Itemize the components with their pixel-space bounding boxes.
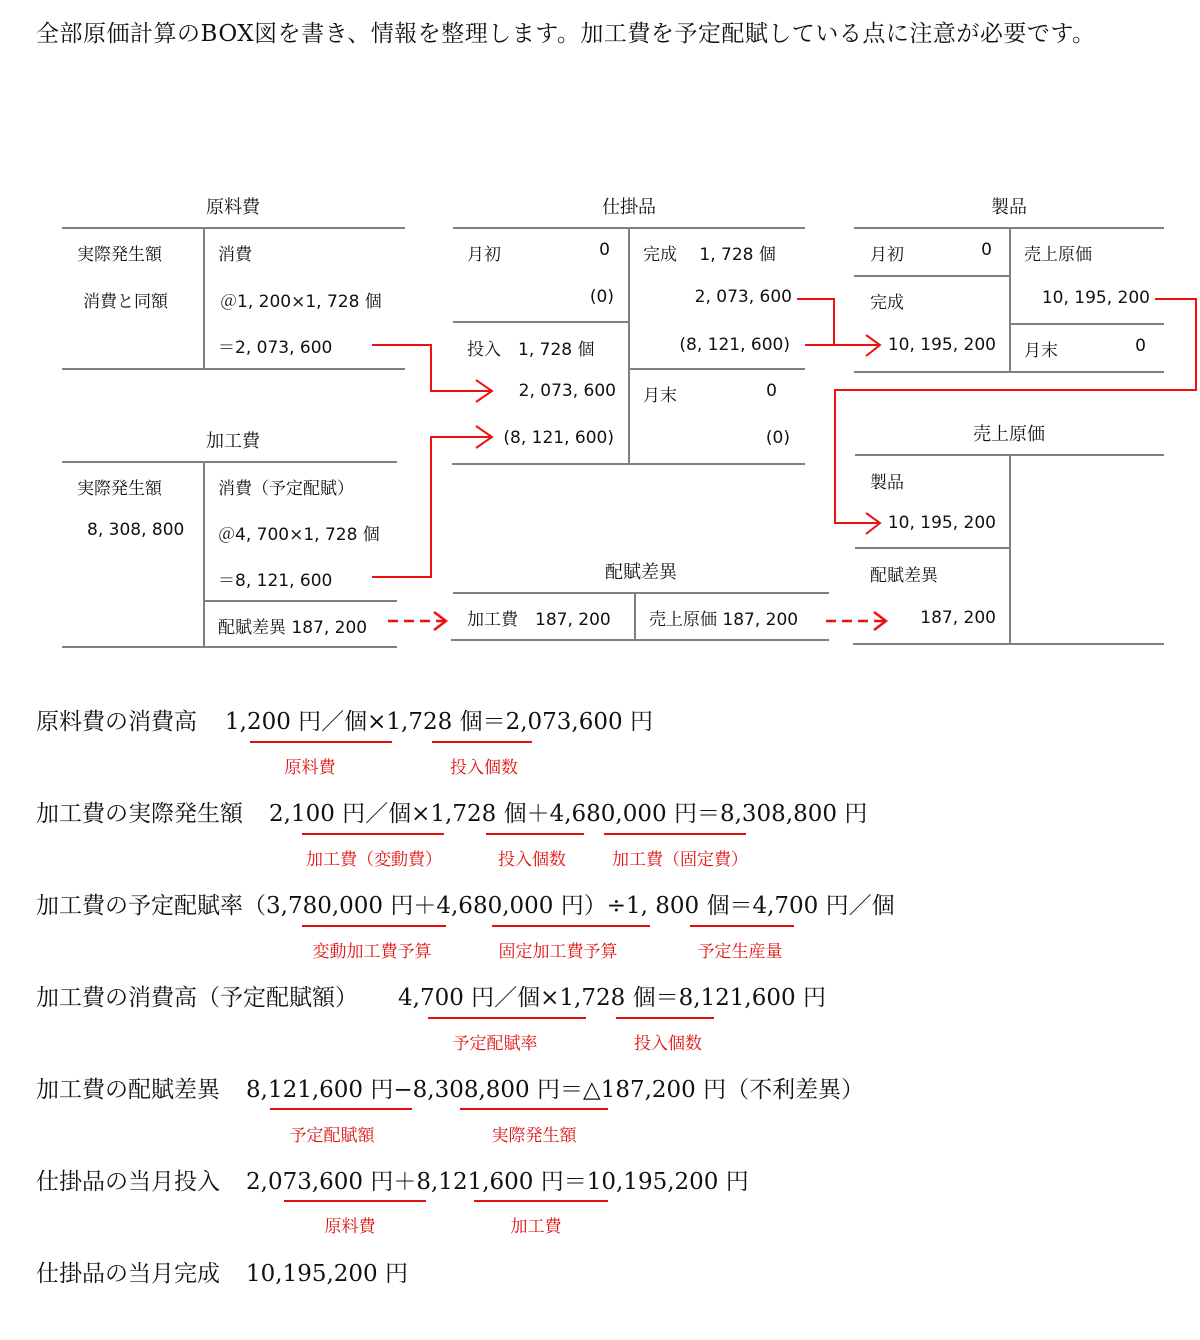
finished-bottom-rule (854, 371, 1164, 373)
finished-end-label: 月末 (1024, 341, 1058, 361)
calc-note: 原料費 (284, 758, 336, 778)
calc-note: 原料費 (324, 1217, 376, 1237)
wip-complete-rule (628, 368, 805, 370)
variance-title: 配賦差異 (605, 562, 677, 583)
materials-left-value: 消費と同額 (83, 292, 168, 312)
cogs-finished-value: 10, 195, 200 (887, 513, 996, 533)
calc-note: 変動加工費予算 (312, 942, 432, 962)
calc-label: 加工費の実際発生額 (36, 801, 243, 827)
wip-input-conv: (8, 121, 600) (503, 428, 614, 448)
underline (486, 833, 584, 835)
arrow-wip-to-finished-a (797, 299, 834, 345)
materials-center-rule (203, 227, 205, 370)
calc-label: 加工費の予定配賦率 (36, 893, 243, 919)
variance-center-rule (634, 592, 636, 640)
arrowhead-icon (866, 335, 880, 356)
calc-label: 仕掛品の当月完成 (36, 1261, 220, 1287)
cogs-bottom-rule (853, 643, 1164, 645)
wip-input-label: 投入 1, 728 個 (467, 340, 595, 360)
wip-complete-material: 2, 073, 600 (694, 287, 792, 307)
calc-expr: 4,700 円／個×1,728 個＝8,121,600 円 (398, 985, 826, 1011)
calc-label: 加工費の配賦差異 (36, 1077, 220, 1103)
conversion-right-formula: ＠4, 700×1, 728 個 (218, 525, 380, 545)
calc-row (36, 979, 826, 1012)
finished-end-value: 0 (1135, 336, 1146, 356)
calc-expr: 10,195,200 円 (246, 1261, 408, 1287)
variance-right: 売上原価 187, 200 (649, 610, 799, 630)
underline (428, 1017, 586, 1019)
calc-note: 予定配賦額 (289, 1126, 375, 1146)
wip-center-rule (628, 227, 630, 465)
wip-end-label: 月末 (643, 386, 677, 406)
materials-top-rule (62, 227, 405, 229)
wip-complete-label: 完成 1, 728 個 (643, 245, 776, 265)
finished-begin-rule (854, 275, 1010, 277)
cogs-title: 売上原価 (973, 424, 1045, 445)
intro-paragraph: 全部原価計算のBOX図を書き、情報を整理します。加工費を予定配賦している点に注意が必要です。 (36, 21, 1096, 47)
cogs-center-rule (1009, 454, 1011, 644)
finished-title: 製品 (991, 197, 1027, 218)
calc-label: 原料費の消費高 (36, 709, 197, 735)
wip-complete-conv: (8, 121, 600) (679, 335, 790, 355)
wip-end-value: 0 (766, 381, 777, 401)
underline (460, 1108, 608, 1110)
finished-cogs-label: 売上原価 (1024, 245, 1092, 265)
materials-right-header: 消費 (218, 245, 252, 265)
calc-note: 実際発生額 (491, 1126, 577, 1146)
underline (302, 833, 444, 835)
calc-label: 加工費の消費高（予定配賦額） (36, 985, 358, 1011)
materials-bottom-rule (62, 368, 405, 370)
variance-bottom-rule (451, 639, 829, 641)
underline (270, 1108, 412, 1110)
arrowhead-icon (866, 513, 880, 534)
wip-title: 仕掛品 (602, 197, 656, 218)
conversion-bottom-rule (62, 646, 397, 648)
wip-bottom-rule (452, 463, 805, 465)
calc-row (36, 795, 867, 828)
calc-note: 加工費（固定費） (612, 850, 748, 870)
calc-expr: （3,780,000 円＋4,680,000 円）÷1, 800 個＝4,700 円／個 (243, 893, 895, 919)
arrowhead-icon (476, 426, 492, 448)
arrowhead-icon (476, 380, 492, 402)
underline (250, 741, 392, 743)
calc-row (36, 1163, 749, 1196)
cogs-mid-rule (855, 547, 1010, 549)
calc-note: 加工費（変動費） (306, 850, 442, 870)
conversion-center-rule (203, 461, 205, 648)
calc-note: 投入個数 (634, 1034, 702, 1054)
underline (302, 925, 446, 927)
calc-note: 予定配賦率 (452, 1034, 538, 1054)
wip-begin-rule (453, 321, 629, 323)
calc-note: 固定加工費予算 (498, 942, 618, 962)
wip-input-material: 2, 073, 600 (518, 381, 616, 401)
calc-expr: 2,073,600 円＋8,121,600 円＝10,195,200 円 (246, 1169, 749, 1195)
calc-expr: 2,100 円／個×1,728 個＋4,680,000 円＝8,308,800 円 (269, 801, 868, 827)
wip-end-conv: (0) (765, 428, 790, 448)
variance-left: 加工費 187, 200 (467, 610, 611, 630)
underline (474, 1200, 608, 1202)
cogs-finished-label: 製品 (870, 473, 904, 493)
conversion-left-header: 実際発生額 (77, 479, 162, 499)
materials-left-header: 実際発生額 (77, 245, 162, 265)
conversion-title: 加工費 (206, 431, 260, 452)
calc-note: 加工費 (510, 1217, 562, 1237)
calc-row (36, 1255, 408, 1288)
finished-begin-value: 0 (981, 240, 992, 260)
conversion-right-result: ＝8, 121, 600 (218, 571, 333, 591)
arrowhead-icon (434, 612, 446, 630)
finished-complete-label: 完成 (870, 293, 904, 313)
materials-right-formula: ＠1, 200×1, 728 個 (220, 292, 382, 312)
underline (616, 1017, 714, 1019)
underline (284, 1200, 426, 1202)
calc-note: 投入個数 (498, 850, 566, 870)
finished-center-rule (1009, 227, 1011, 373)
calc-row (36, 887, 895, 920)
underline (492, 925, 650, 927)
materials-right-result: ＝2, 073, 600 (218, 338, 333, 358)
materials-title: 原料費 (206, 197, 260, 218)
calc-expr: 8,121,600 円−8,308,800 円＝△187,200 円（不利差異） (246, 1077, 865, 1103)
conversion-left-value: 8, 308, 800 (87, 520, 185, 540)
conversion-variance-rule (203, 600, 397, 602)
finished-complete-value: 10, 195, 200 (887, 335, 996, 355)
variance-top-rule (453, 592, 829, 594)
calc-row (36, 703, 653, 736)
calc-expr: 1,200 円／個×1,728 個＝2,073,600 円 (225, 709, 653, 735)
wip-begin-conv: (0) (589, 287, 614, 307)
calc-label: 仕掛品の当月投入 (36, 1169, 220, 1195)
underline (432, 741, 532, 743)
conversion-right-header: 消費（予定配賦） (218, 479, 354, 499)
wip-begin-label: 月初 (467, 245, 501, 265)
finished-begin-label: 月初 (870, 245, 904, 265)
conversion-variance: 配賦差異 187, 200 (218, 618, 368, 638)
wip-begin-value: 0 (599, 240, 610, 260)
cogs-variance-value: 187, 200 (920, 608, 996, 628)
conversion-top-rule (62, 461, 397, 463)
cogs-variance-label: 配賦差異 (870, 566, 938, 586)
calc-row (36, 1071, 864, 1104)
calc-note: 投入個数 (450, 758, 518, 778)
underline (690, 925, 794, 927)
finished-cogs-value: 10, 195, 200 (1041, 288, 1150, 308)
finished-cogs-rule (1009, 323, 1164, 325)
calc-note: 予定生産量 (697, 942, 783, 962)
arrow-conversion-to-wip (372, 437, 490, 577)
underline (604, 833, 746, 835)
